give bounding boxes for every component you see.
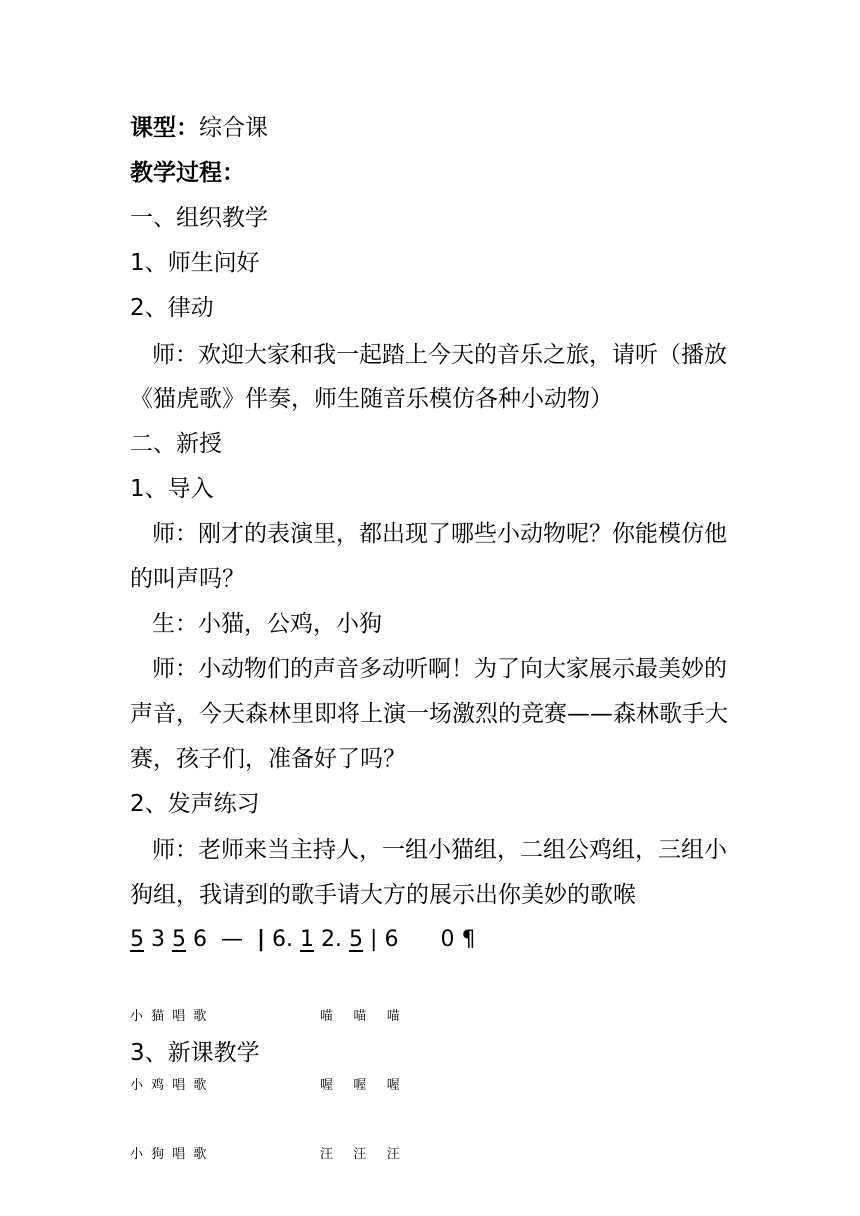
step-item: 2、发声练习 (130, 791, 260, 817)
step-item: 1、导入 (130, 476, 214, 502)
note: 6 (193, 927, 207, 952)
lesson-type-label: 课型： (130, 115, 199, 141)
step-item: 2、律动 (130, 295, 214, 321)
process-heading: 教学过程： (130, 160, 245, 186)
lyric-line: 小 狗 唱 歌 (130, 1147, 209, 1162)
dash: — (221, 927, 243, 952)
lyric-line: 喔 喔 喔 (320, 1078, 402, 1093)
note: 5 (172, 927, 186, 952)
paragraph-line: 的叫声吗？ (130, 566, 245, 592)
section-heading: 二、新授 (130, 431, 222, 457)
lyric-line: 小 鸡 唱 歌 (130, 1078, 209, 1093)
lyric-line: 小 猫 唱 歌 (130, 1009, 209, 1024)
paragraph-line: 师：小动物们的声音多动听啊！为了向大家展示最美妙的 (152, 656, 727, 682)
paragraph-line: 生：小猫，公鸡，小狗 (152, 611, 382, 637)
note: 5 (349, 927, 364, 952)
barline: | (257, 927, 266, 952)
note: 1 (300, 927, 315, 952)
lesson-type-value: 综合课 (199, 115, 268, 141)
paragraph-line: 狗组，我请到的歌手请大方的展示出你美妙的歌喉 (130, 882, 636, 908)
rest: 0 (440, 927, 455, 952)
paragraph-line: 《猫虎歌》伴奏，师生随音乐模仿各种小动物） (130, 386, 613, 412)
barline: | (370, 927, 378, 952)
lyrics-right (320, 959, 402, 1212)
music-notation (130, 926, 475, 954)
note: 3 (151, 927, 165, 952)
note: 5 (130, 927, 144, 952)
lyric-line: 喵 喵 喵 (320, 1009, 402, 1024)
lyric-line: 汪 汪 汪 (320, 1147, 402, 1162)
paragraph-line: 声音，今天森林里即将上演一场激烈的竞赛——森林歌手大 (130, 701, 728, 727)
note: 6. (272, 927, 294, 952)
pilcrow-mark: ¶ (461, 927, 476, 952)
note: 2. (321, 927, 343, 952)
paragraph-line: 师：刚才的表演里，都出现了哪些小动物呢？你能模仿他 (152, 521, 727, 547)
section-heading: 一、组织教学 (130, 205, 268, 231)
step-item: 1、师生问好 (130, 250, 260, 276)
paragraph-line: 师：欢迎大家和我一起踏上今天的音乐之旅，请听（播放 (152, 342, 727, 368)
lyrics-left (130, 959, 208, 1212)
note: 6 (384, 927, 399, 952)
step-item: 3、新课教学 (130, 1040, 260, 1066)
paragraph-line: 师：老师来当主持人，一组小猫组，二组公鸡组，三组小 (152, 837, 727, 863)
lesson-type-line (130, 113, 268, 143)
paragraph-line: 赛，孩子们，准备好了吗？ (130, 746, 406, 772)
